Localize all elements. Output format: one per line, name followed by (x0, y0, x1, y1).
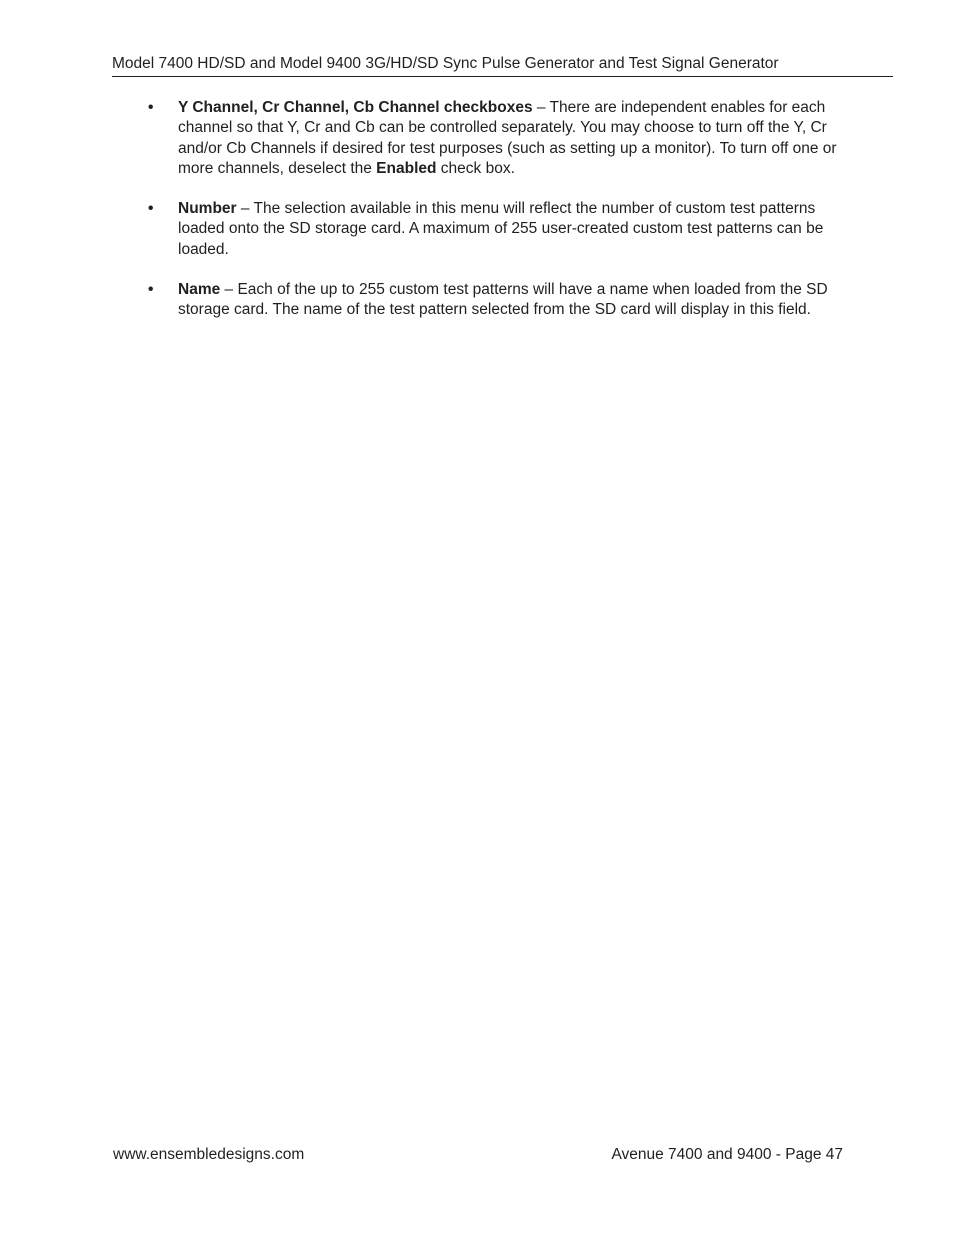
bullet-marker: • (148, 281, 154, 299)
bullet-description: – There are independent enables for each channel so that Y, Cr and Cb can be controlled separately. You may choose to turn off the Y, Cr and/or Cb Channels if desired for test purposes (such as setting up a monitor). To turn off one or more channels, deselect the (178, 99, 837, 177)
bullet-text (178, 280, 848, 321)
footer-website-link[interactable]: www.ensembledesigns.com (113, 1146, 305, 1163)
bullet-marker: • (148, 99, 154, 116)
bullet-term: Y Channel, Cr Channel, Cb Channel checkboxes (178, 99, 533, 116)
bullet-item-name (148, 280, 848, 321)
bullet-term: Number (178, 200, 237, 218)
bullet-text (178, 199, 848, 260)
bullet-description-end: check box. (436, 159, 515, 177)
header-divider (112, 76, 893, 77)
bullet-list (148, 98, 848, 341)
bullet-description: – The selection available in this menu will reflect the number of custom test patterns loaded onto the SD storage card. A maximum of 255 user-created custom test patterns can be loaded. (178, 200, 824, 258)
bullet-item-number (148, 199, 848, 260)
footer-page-number: Avenue 7400 and 9400 - Page 47 (611, 1146, 843, 1163)
page-header-title: Model 7400 HD/SD and Model 9400 3G/HD/SD Sync Pulse Generator and Test Signal Generator (112, 55, 779, 72)
bullet-item-channel-checkboxes (148, 98, 848, 179)
bullet-term: Name (178, 281, 221, 299)
enabled-term: Enabled (376, 159, 437, 177)
bullet-description: – Each of the up to 255 custom test patterns will have a name when loaded from the SD storage card. The name of the test pattern selected from the SD card will display in this field. (178, 281, 828, 319)
bullet-text (178, 98, 848, 179)
bullet-marker: • (148, 200, 154, 218)
